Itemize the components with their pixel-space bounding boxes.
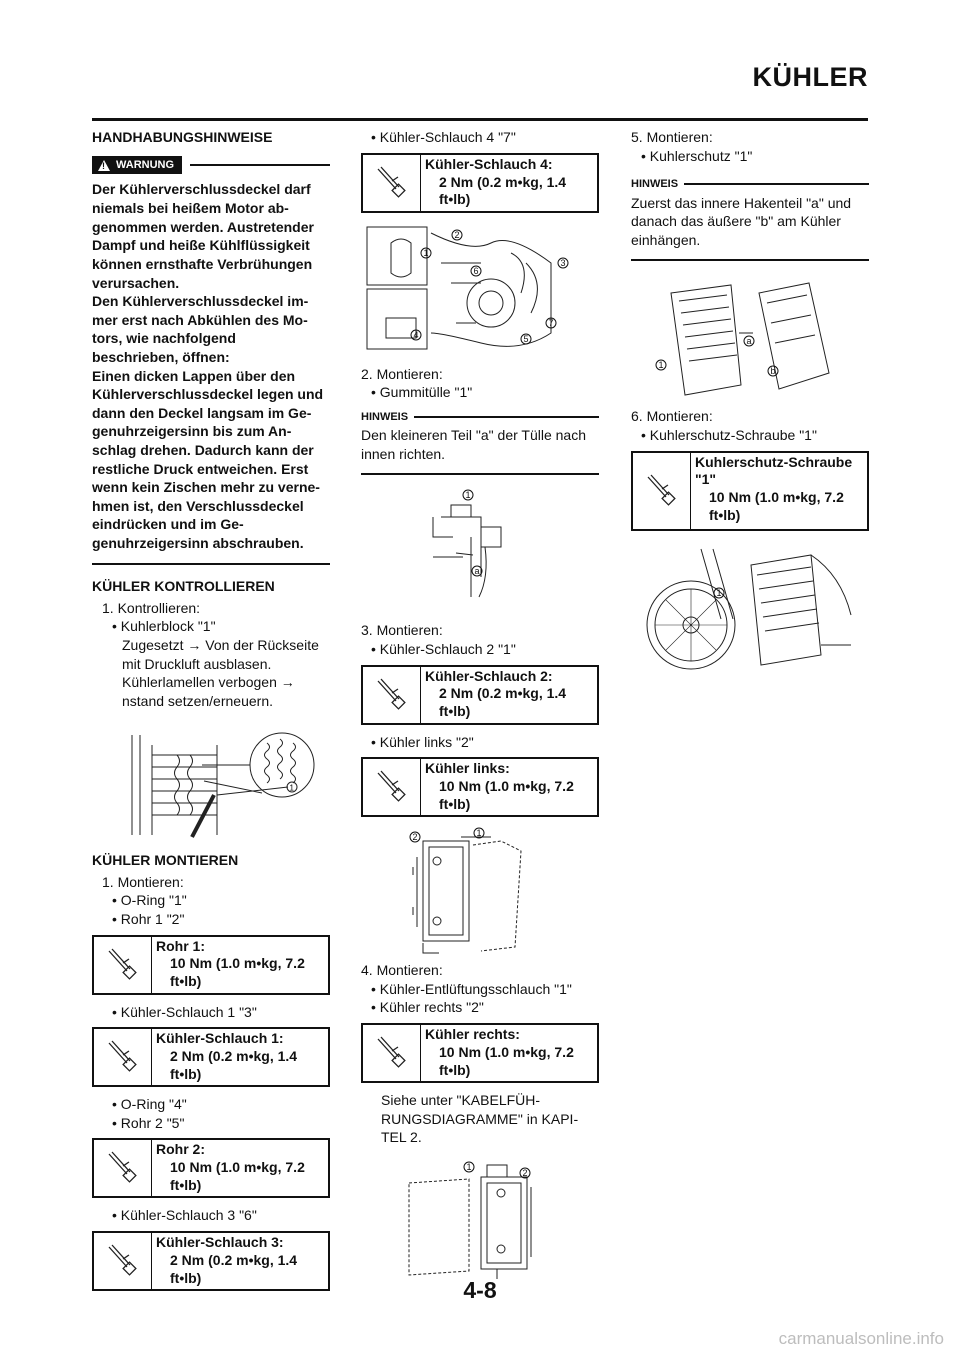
install-item: • Kühler-Schlauch 2 "1" [371, 640, 516, 657]
install-step: 4. Montieren: [361, 962, 443, 979]
check-item: • Kuhlerblock "1" [112, 618, 216, 635]
spec-box-right [361, 1023, 599, 1083]
warning-line: genuhrzeigersinn bis zum An- [92, 423, 292, 440]
figure-callout: 1 [658, 360, 664, 371]
spec-value: 10 Nm (1.0 m•kg, 7.2 [439, 778, 574, 795]
column-right [631, 128, 869, 683]
spec-name: Kühler links: [425, 760, 510, 777]
figure-callout: 2 [454, 229, 460, 240]
spec-box-rohr2 [92, 1138, 330, 1198]
spec-box-bolt [631, 451, 869, 531]
warning-line: Der Kühlerverschlussdeckel darf [92, 181, 311, 198]
spec-name: Kühler-Schlauch 2: [425, 667, 553, 684]
install-item: • Kuhlerschutz-Schraube "1" [641, 426, 817, 443]
spec-value: 2 Nm (0.2 m•kg, 1.4 [170, 1251, 298, 1268]
figure-callout: a [746, 336, 752, 347]
install-item: • Kühler-Entlüftungsschlauch "1" [371, 980, 572, 997]
warning-line: tors, wie nachfolgend [92, 330, 236, 347]
warning-end-rule [92, 563, 330, 565]
torque-wrench-icon [94, 1140, 152, 1196]
see-reference: RUNGSDIAGRAMME" in KAPI- [381, 1110, 579, 1127]
note-line-text: Den kleineren Teil "a" der Tülle nach [361, 427, 586, 444]
figure-radiator-fins [92, 725, 330, 843]
spec-value: ft•lb) [170, 973, 202, 990]
warning-line: mer erst nach Abkühlen des Mo- [92, 311, 308, 328]
spec-value: 10 Nm (1.0 m•kg, 7.2 [170, 955, 305, 972]
torque-wrench-icon [363, 759, 421, 815]
warning-line: Den Kühlerverschlussdeckel im- [92, 293, 309, 310]
check-sub: mit Druckluft ausblasen. [122, 655, 272, 672]
see-reference: TEL 2. [381, 1129, 422, 1146]
figure-callout: 1 [466, 1161, 472, 1172]
warning-text [92, 180, 330, 552]
spec-name: "1" [695, 471, 717, 488]
figure-callout: 5 [523, 333, 529, 344]
install-item: • O-Ring "1" [112, 892, 187, 909]
figure-callout: 1 [465, 490, 471, 501]
install-item: • Kühler-Schlauch 4 "7" [371, 129, 516, 145]
figure-callout: 1 [476, 828, 482, 839]
title-rule [92, 118, 868, 121]
figure-radiator-guard [631, 273, 869, 401]
figure-callout: 6 [473, 265, 479, 276]
spec-value: ft•lb) [439, 1061, 471, 1078]
note-end-rule [361, 473, 599, 475]
note-header [631, 177, 869, 191]
note-header [361, 410, 599, 424]
spec-box-left [361, 757, 599, 817]
spec-value: ft•lb) [170, 1065, 202, 1082]
note-line-text: danach das äußere "b" am Kühler [631, 213, 841, 230]
spec-name: Kühler rechts: [425, 1026, 520, 1042]
warning-line: niemals bei heißem Motor ab- [92, 200, 289, 217]
heading-install: KÜHLER MONTIEREN [92, 851, 239, 868]
spec-name: Kühler-Schlauch 4: [425, 155, 553, 172]
spec-value: ft•lb) [170, 1177, 202, 1194]
spec-name: Rohr 1: [156, 937, 205, 954]
spec-box-rohr1 [92, 935, 330, 995]
figure-callout: 2 [522, 1167, 528, 1178]
torque-wrench-icon [363, 667, 421, 723]
figure-callout: 1 [423, 247, 429, 258]
warning-line: Kühlerverschlussdeckel legen und [92, 386, 324, 403]
spec-value: ft•lb) [170, 1269, 202, 1286]
figure-callout: 7 [548, 317, 554, 328]
torque-wrench-icon [363, 1025, 421, 1081]
column-left [92, 128, 330, 1299]
figure-grommet [361, 487, 599, 603]
spec-value: 2 Nm (0.2 m•kg, 1.4 [439, 173, 567, 190]
spec-name: Kuhlerschutz-Schraube [695, 453, 853, 470]
check-sub: Zugesetzt → Von der Rückseite [122, 637, 319, 654]
install-item: • Kühler-Schlauch 1 "3" [112, 1003, 257, 1020]
install-step: 2. Montieren: [361, 365, 443, 382]
install-item: • Gummitülle "1" [371, 384, 473, 401]
install-item: • Kühler-Schlauch 3 "6" [112, 1207, 257, 1224]
figure-callout: 4 [413, 329, 419, 340]
warning-line: beschrieben, öffnen: [92, 348, 230, 365]
spec-value: ft•lb) [439, 191, 471, 208]
spec-value: 10 Nm (1.0 m•kg, 7.2 [170, 1159, 305, 1176]
note-label: HINWEIS [631, 178, 679, 191]
install-step: 6. Montieren: [631, 408, 713, 425]
figure-left-radiator [361, 827, 599, 955]
note-line-text: innen richten. [361, 445, 446, 462]
install-item: • O-Ring "4" [112, 1096, 187, 1113]
figure-callout: b [770, 366, 776, 377]
heading-check: KÜHLER KONTROLLIEREN [92, 577, 275, 594]
spec-value: ft•lb) [439, 795, 471, 812]
warning-line: genuhrzeigersinn abschrauben. [92, 535, 304, 552]
spec-value: 10 Nm (1.0 m•kg, 7.2 [439, 1043, 574, 1060]
warning-line: verursachen. [92, 274, 180, 291]
warning-line: restliche Druck entweichen. Erst [92, 460, 309, 477]
spec-value: 2 Nm (0.2 m•kg, 1.4 [439, 685, 567, 702]
note-text [361, 426, 599, 463]
heading-handling: HANDHABUNGSHINWEISE [92, 129, 273, 145]
figure-callout: a [474, 566, 480, 577]
see-reference: Siehe unter "KABELFÜH- [381, 1092, 541, 1108]
column-middle [361, 128, 599, 1287]
warning-label: WARNUNG [116, 159, 175, 172]
spec-box-hose2 [361, 665, 599, 725]
figure-callout: 1 [716, 587, 722, 598]
figure-callout: 1 [289, 783, 294, 793]
install-item: • Kühler rechts "2" [371, 999, 484, 1016]
spec-value: ft•lb) [439, 703, 471, 720]
warning-line: hmen ist, den Verschlussdeckel [92, 497, 304, 514]
install-item: • Rohr 2 "5" [112, 1114, 185, 1131]
warning-line: Dampf und heiße Kühlflüssigkeit [92, 237, 310, 254]
figure-engine-hoses [361, 223, 599, 359]
install-item: • Rohr 1 "2" [112, 910, 185, 927]
spec-name: Kühler-Schlauch 1: [156, 1030, 284, 1047]
note-line-text: Zuerst das innere Hakenteil "a" und [631, 194, 852, 211]
warning-line: genommen werden. Austretender [92, 218, 314, 235]
warning-line: eindrücken und im Ge- [92, 516, 244, 533]
spec-box-hose1 [92, 1027, 330, 1087]
warning-header [92, 156, 330, 174]
install-item: • Kuhlerschutz "1" [641, 147, 753, 164]
figure-callout: 2 [412, 832, 418, 843]
torque-wrench-icon [633, 453, 691, 529]
note-label: HINWEIS [361, 410, 409, 423]
page-title: KÜHLER [752, 62, 868, 92]
spec-value: ft•lb) [709, 507, 741, 524]
install-step: 1. Montieren: [102, 873, 184, 890]
torque-wrench-icon [94, 937, 152, 993]
spec-value: 2 Nm (0.2 m•kg, 1.4 [170, 1048, 298, 1065]
figure-callout: 3 [560, 257, 566, 268]
warning-line: Einen dicken Lappen über den [92, 367, 296, 384]
note-rule [414, 416, 599, 418]
warning-line: dann den Deckel langsam im Ge- [92, 404, 312, 421]
warning-line: wenn kein Zischen mehr zu verne- [92, 479, 320, 496]
warning-triangle-icon [98, 160, 110, 171]
warning-rule [190, 164, 330, 166]
torque-wrench-icon [363, 155, 421, 211]
note-text [631, 194, 869, 250]
warning-line: schlag drehen. Dadurch kann der [92, 442, 314, 459]
warning-line: können ernsthafte Verbrühungen [92, 255, 313, 272]
note-end-rule [631, 259, 869, 261]
spec-name: Kühler-Schlauch 3: [156, 1233, 284, 1250]
spec-name: Rohr 2: [156, 1141, 205, 1158]
warning-badge [92, 156, 182, 174]
figure-bike-radiator-bolt [631, 545, 869, 677]
torque-wrench-icon [94, 1029, 152, 1085]
spec-value: 10 Nm (1.0 m•kg, 7.2 [709, 489, 844, 506]
install-step: 5. Montieren: [631, 129, 713, 145]
page-number: 4-8 [463, 1277, 497, 1303]
note-rule [684, 183, 869, 185]
figure-right-radiator [361, 1157, 599, 1281]
install-step: 3. Montieren: [361, 622, 443, 639]
note-line-text: einhängen. [631, 231, 701, 248]
check-sub: nstand setzen/erneuern. [122, 692, 273, 709]
check-step: 1. Kontrollieren: [102, 599, 201, 616]
spec-box-hose4 [361, 153, 599, 213]
check-sub: Kühlerlamellen verbogen → [122, 674, 295, 691]
install-item: • Kühler links "2" [371, 733, 474, 750]
watermark: carmanualsonline.info [778, 1328, 944, 1348]
